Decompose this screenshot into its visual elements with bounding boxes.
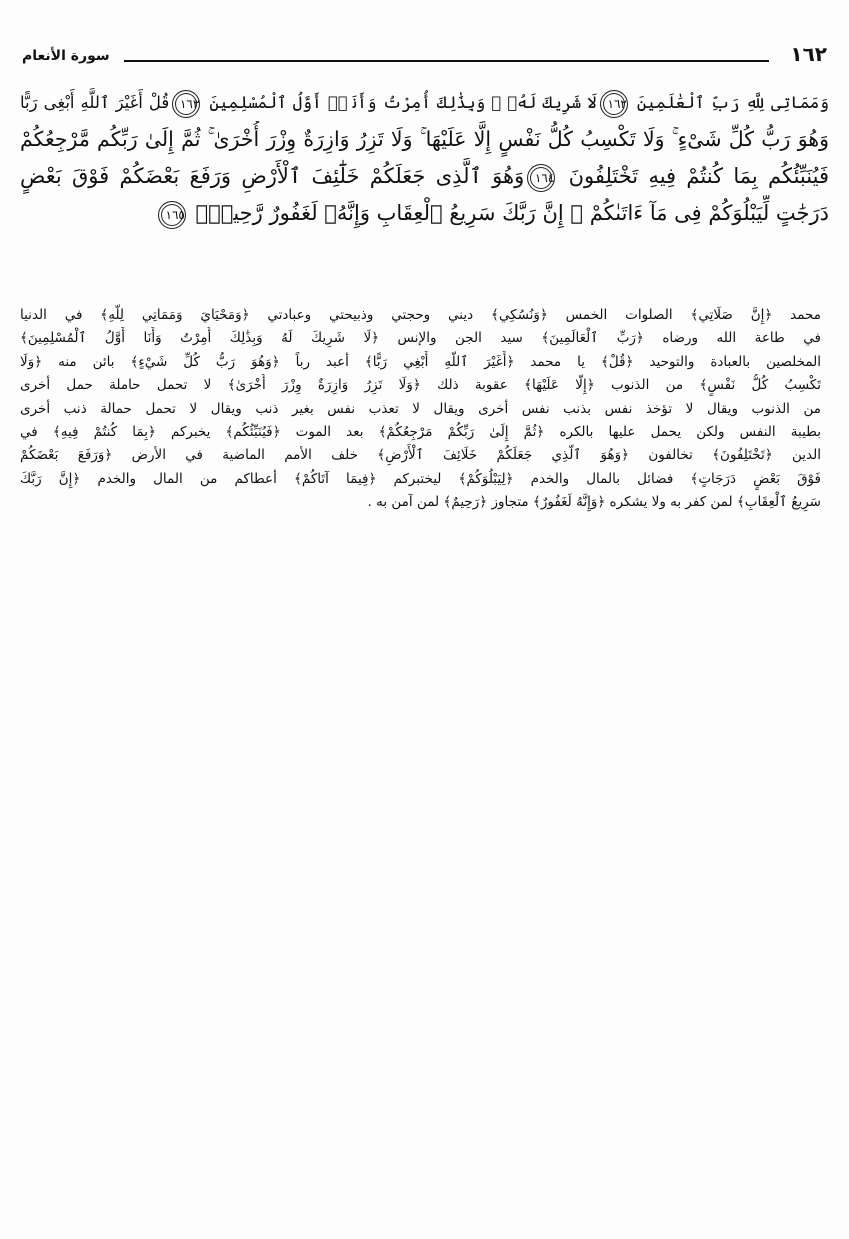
ayah-number-marker: ١٦٥ (158, 201, 186, 229)
tafsir-line: بطيبة النفس ولكن يحمل عليها بالكره ﴿ثُمَّ إِلَىٰ رَبِّكُمْ مَرْجِعُكُمْ﴾ بعد الموت ﴿فَيُنَبِّئُكُم﴾ يخبركم ﴿بِمَا كُنتُمْ فِيهِ﴾ في (20, 423, 821, 440)
verse-line (20, 158, 829, 195)
verse-text: فَيُنَبِّئُكُم بِمَا كُنتُمْ فِيهِ تَخْتَلِفُونَ (568, 164, 829, 188)
tafsir-line: محمد ﴿إِنَّ صَلَاتِي﴾ الصلوات الخمس ﴿وَنُسُكِي﴾ ديني وحجتي وذبيحتي وعبادتي ﴿وَمَحْيَايَ وَمَمَاتِي لِلَّهِ﴾ في الدنيا (20, 307, 821, 323)
ayah-number-marker: ١٦٣ (172, 90, 200, 118)
tafsir-line: فَوْقَ بَعْضٍ دَرَجَاتٍ﴾ فضائل بالمال والخدم ﴿لِيَبْلُوَكُمْ﴾ ليختبركم ﴿فِيمَا آتَاكُمْ﴾ أعطاكم من المال والخدم ﴿إِنَّ رَبَّكَ (20, 470, 821, 487)
quran-verses (20, 84, 829, 232)
surah-name: سورة الأنعام (22, 48, 110, 64)
verse-line (20, 84, 829, 121)
ayah-number-marker: ١٦٢ (600, 90, 628, 118)
page-number: ١٦٢ (790, 42, 827, 66)
verse-text: قُلْ أَغَيْرَ ٱللَّهِ أَبْغِى رَبًّا (20, 93, 170, 112)
verse-text: وَهُوَ رَبُّ كُلِّ شَىْءٍ ۚ وَلَا تَكْسِبُ كُلُّ نَفْسٍ إِلَّا عَلَيْهَا ۚ وَلَا تَزِرُ وَازِرَةٌ وِزْرَ أُخْرَىٰ ۚ ثُمَّ إِلَىٰ رَبِّكُم مَّرْجِعُكُمْ (20, 127, 829, 151)
ayah-number-marker: ١٦٤ (527, 164, 555, 192)
tafsir-line: المخلصين بالعبادة والتوحيد ﴿قُلْ﴾ يا محمد ﴿أَغَيْرَ ٱللَّهِ أَبْغِي رَبًّا﴾ أعبد رباً ﴿وَهُوَ رَبُّ كُلِّ شَيْءٍ﴾ بائن منه ﴿وَلَا (20, 353, 821, 370)
tafsir-line: من الذنوب ويقال لا تؤخذ نفس بذنب نفس أخرى ويقال لا تعذب نفس بغير ذنب ويقال لا تحمل حمالة ذنب أخرى (20, 400, 821, 417)
page-header (22, 40, 827, 76)
verse-text: وَمَمَاتِى لِلَّهِ رَبِّ ٱلْعَٰلَمِينَ (636, 93, 829, 112)
tafsir-line: الدين ﴿تَخْتَلِفُونَ﴾ تخالفون ﴿وَهُوَ ٱلَّذِي جَعَلَكُمْ خَلَائِفَ ٱلْأَرْضِ﴾ خلف الأمم الماضية في الأرض ﴿وَرَفَعَ بَعْضَكُمْ (20, 447, 821, 464)
tafsir-line: سَرِيعُ ٱلْعِقَابِ﴾ لمن كفر به ولا يشكره ﴿وَإِنَّهُ لَغَفُورٌ﴾ متجاوز ﴿رَحِيمٌ﴾ لمن آمن به . (367, 494, 821, 511)
verse-line (20, 121, 829, 158)
tafsir-line: في طاعة الله ورضاه ﴿رَبِّ ٱلْعَالَمِينَ﴾ سيد الجن والإنس ﴿لَا شَرِيكَ لَهُ وَبِذَٰلِكَ أُمِرْتُ وَأَنَا أَوَّلُ ٱلْمُسْلِمِينَ﴾ (20, 330, 821, 347)
header-rule (124, 60, 769, 62)
verse-text: وَهُوَ ٱلَّذِى جَعَلَكُمْ خَلَٰٓئِفَ ٱلْأَرْضِ وَرَفَعَ بَعْضَكُمْ فَوْقَ بَعْضٍ (20, 164, 525, 188)
verse-line (20, 195, 829, 232)
verse-text: لَا شَرِيكَ لَهُۥ ۖ وَبِذَٰلِكَ أُمِرْتُ وَأَنَا۠ أَوَّلُ ٱلْمُسْلِمِينَ (209, 93, 597, 112)
tafsir-line: تَكْسِبُ كُلُّ نَفْسٍ﴾ من الذنوب ﴿إِلَّا عَلَيْهَا﴾ عقوبة ذلك ﴿وَلَا تَزِرُ وَازِرَةٌ وِزْرَ أُخْرَىٰ﴾ لا تحمل حاملة حمل أخرى (20, 377, 821, 394)
verse-text: دَرَجَٰتٍ لِّيَبْلُوَكُمْ فِى مَآ ءَاتَىٰكُمْ ۗ إِنَّ رَبَّكَ سَرِيعُ ٱلْعِقَابِ وَإِنَّهُۥ لَغَفُورٌ رَّحِيمٌۢ (195, 201, 829, 225)
tafsir-commentary (20, 304, 821, 515)
